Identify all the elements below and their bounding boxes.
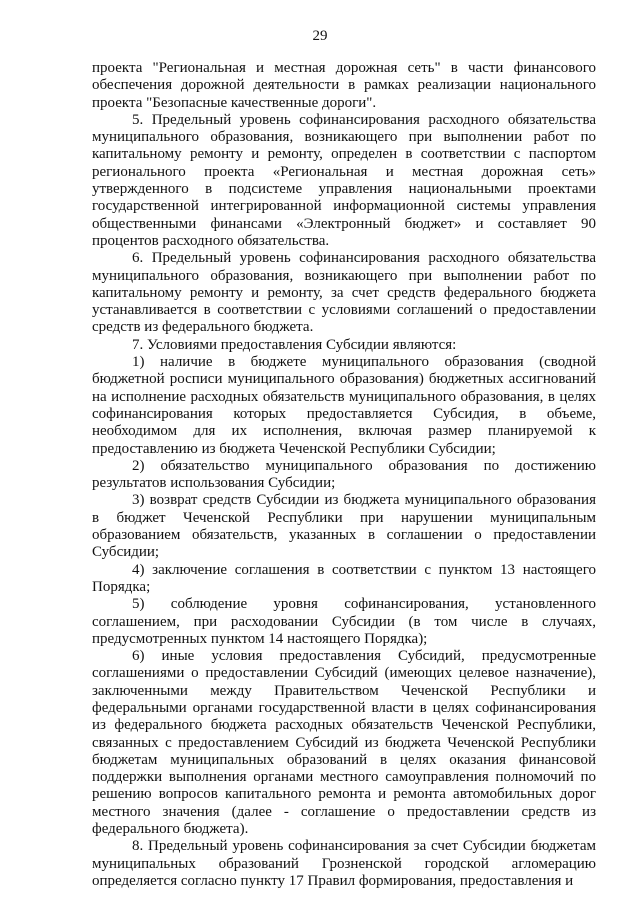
- paragraph-item-7: 7. Условиями предоставления Субсидии являются:: [132, 336, 457, 353]
- paragraph-continuation: проекта "Региональная и местная дорожная сеть" в части финансового обеспечения дорожной деятельности в рамках реализации национального проекта "Безопасные качественные дороги".: [92, 60, 596, 111]
- subitem-3: 3) возврат средств Субсидии из бюджета муниципального образования в бюджет Чеченской Республики при нарушении муниципальным образованием обязательств, указанных в соглашении о предоставлении Субсидии;: [92, 492, 596, 561]
- paragraph-item-8: 8. Предельный уровень софинансирования за счет Субсидии бюджетам муниципальных образований Грозненской городской агломерацию определяется согласно пункту 17 Правил формирования, предоставления и: [92, 838, 596, 889]
- subitem-2: 2) обязательство муниципального образования по достижению результатов использования Субсидии;: [92, 457, 596, 492]
- subitem-4: 4) заключение соглашения в соответствии с пунктом 13 настоящего Порядка;: [92, 561, 596, 595]
- document-body: [92, 60, 596, 890]
- page-number: 29: [312, 28, 328, 44]
- subitem-6: 6) иные условия предоставления Субсидий, предусмотренные соглашениями о предоставлении Субсидий (имеющих целевое назначение), заключенными между Правительством Чеченской Республики и федеральными органами государственной власти в целях софинансирования из федерального бюджета расходных обязательств Чеченской Республики, связанных с предоставлением Субсидий из бюджета Чеченской Республики бюджетам муниципальных образований в целях оказания финансовой поддержки выполнения органами местного самоуправления полномочий по решению вопросов капитального ремонта и ремонта автомобильных дорог местного значения (далее - соглашение о предоставлении средств из федерального бюджета).: [92, 648, 596, 838]
- paragraph-item-5: 5. Предельный уровень софинансирования расходного обязательства муниципального образования, возникающего при выполнении работ по капитальному ремонту и ремонту, определен в соответствии с паспортом регионального проекта «Региональная и местная дорожная сеть» утвержденного в подсистеме управления национальными проектами государственной интегрированной информационной системы управления общественными финансами «Электронный бюджет» и составляет 90 процентов расходного обязательства.: [92, 111, 596, 249]
- paragraph-item-6: 6. Предельный уровень софинансирования расходного обязательства муниципального образования, возникающего при выполнении работ по капитальному ремонту и ремонту, за счет средств федерального бюджета устанавливается в соответствии с условиями соглашений о предоставлении средств из федерального бюджета.: [92, 250, 596, 336]
- subitem-1: 1) наличие в бюджете муниципального образования (сводной бюджетной росписи муниципального образования) бюджетных ассигнований на исполнение расходных обязательств муниципального образования, в целях софинансирования которых предоставляется Субсидия, в объеме, необходимом для их исполнения, включая размер планируемой к предоставлению из бюджета Чеченской Республики Субсидии;: [92, 354, 596, 457]
- subitem-5: 5) соблюдение уровня софинансирования, установленного соглашением, при расходовании Субсидии (в том числе в случаях, предусмотренных пунктом 14 настоящего Порядка);: [92, 596, 596, 647]
